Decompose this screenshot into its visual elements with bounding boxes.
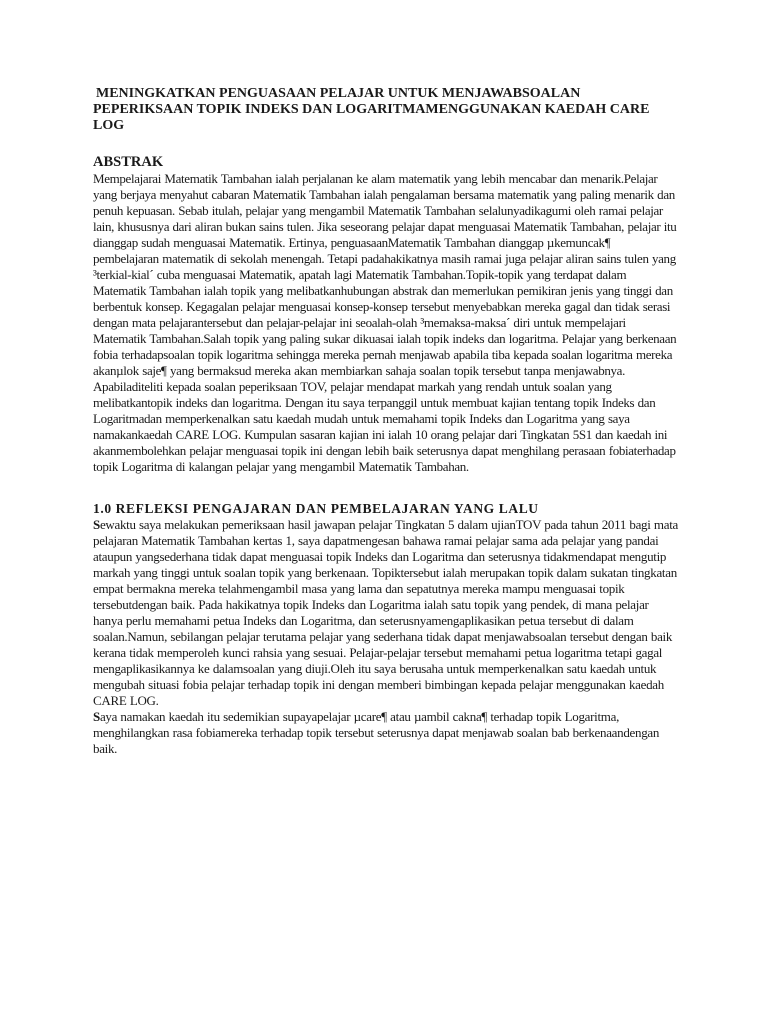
- document-page: [93, 86, 678, 757]
- section-paragraph-2: [93, 709, 678, 757]
- section-heading: 1.0 REFLEKSI PENGAJARAN DAN PEMBELAJARAN YANG LALU: [93, 501, 539, 516]
- abstract-body: Mempelajarai Matematik Tambahan ialah perjalanan ke alam matematik yang lebih mencabar dan menarik.Pelajar yang berjaya menyahut cabaran Matematik Tambahan ialah pengalaman bersama matematik yang paling menarik dan penuh kepuasan. Sebab itulah, pelajar yang mengambil Matematik Tambahan selalunyadikagumi oleh ramai pelajar lain, khususnya dari aliran bukan sains tulen. Jika seseorang pelajar dapat menguasai Matematik Tambahan, pelajar itu dianggap sudah menguasai Matematik. Ertinya, penguasaanMatematik Tambahan dianggap µkemuncak¶ pembelajaran matematik di sekolah menengah. Tetapi padahakikatnya masih ramai juga pelajar aliran sains tulen yang ³terkial-kial´ cuba menguasai Matematik, apatah lagi Matematik Tambahan.Topik-topik yang terdapat dalam Matematik Tambahan ialah topik yang melibatkanhubungan abstrak dan memerlukan pemikiran jenis yang tinggi dan berbentuk konsep. Kegagalan pelajar menguasai konsep-konsep tersebut menyebabkan mereka gagal dan tidak serasi dengan mata pelajarantersebut dan pelajar-pelajar ini seoalah-olah ³memaksa-maksa´ diri untuk mempelajari Matematik Tambahan.Salah topik yang paling sukar dikuasai ialah topik indeks dan logaritma. Pelajar yang berkenaan fobia terhadapsoalan topik logaritma sehingga mereka pernah menjawab apabila tiba kepada soalan logaritma mereka akanµlok saje¶ yang bermaksud mereka akan membiarkan sahaja soalan topik tersebut tanpa menjawabnya. Apabiladiteliti kepada soalan peperiksaan TOV, pelajar mendapat markah yang rendah untuk soalan yang melibatkantopik indeks dan logaritma. Dengan itu saya terpanggil untuk membuat kajian tentang topik Indeks dan Logaritmadan memperkenalkan satu kaedah mudah untuk memahami topik Indeks dan Logaritma yang saya namakankaedah CARE LOG. Kumpulan sasaran kajian ini ialah 10 orang pelajar dari Tingkatan 5S1 dan kaedah ini akanmembolehkan pelajar menguasai topik ini dengan lebih baik seterusnya dapat menghilang perasaan fobiaterhadap topik Logaritma di kalangan pelajar yang mengambil Matematik Tambahan.: [93, 171, 677, 474]
- paragraph-text: ewaktu saya melakukan pemeriksaan hasil jawapan pelajar Tingkatan 5 dalam ujianTOV pada tahun 2011 bagi mata pelajaran Matematik Tambahan kertas 1, saya dapatmengesan bahawa ramai pelajar sama ada pelajar yang pandai ataupun yangsederhana tidak dapat menguasai topik Indeks dan Logaritma dan seterusnya tidakmendapat mengutip markah yang tinggi untuk soalan topik yang berkenaan. Topiktersebut ialah merupakan topik dalam sukatan tingkatan empat bermakna mereka telahmengambil masa yang lama dan sepatutnya mereka mampu menguasai topik tersebutdengan baik. Pada hakikatnya topik Indeks dan Logaritma ialah satu topik yang pendek, di mana pelajar hanya perlu memahami petua Indeks dan Logaritma, dan seterusnyamengaplikasikan petua tersebut di dalam soalan.Namun, sebilangan pelajar terutama pelajar yang sederhana tidak dapat menjawabsoalan tersebut dengan baik kerana tidak memperoleh kunci rahsia yang sesuai. Pelajar-pelajar tersebut memahami petua logaritma tetapi gagal mengaplikasikannya ke dalamsoalan yang diuji.Oleh itu saya berusaha untuk memperkenalkan satu kaedah untuk mengubah situasi fobia pelajar terhadap topik ini dengan memberi bimbingan kepada pelajar menggunakan kaedah CARE LOG.: [93, 517, 678, 708]
- document-title: MENINGKATKAN PENGUASAAN PELAJAR UNTUK MENJAWABSOALAN PEPERIKSAAN TOPIK INDEKS DAN LOGARITMAMENGGUNAKAN KAEDAH CARE LOG: [93, 86, 650, 133]
- paragraph-initial: S: [93, 709, 100, 724]
- paragraph-initial: S: [93, 517, 100, 532]
- section-paragraph-1: [93, 517, 678, 709]
- paragraph-text: aya namakan kaedah itu sedemikian supayapelajar µcare¶ atau µambil cakna¶ terhadap topik Logaritma, menghilangkan rasa fobiamereka terhadap topik tersebut seterusnya dapat menjawab soalan bab berkenaandengan baik.: [93, 709, 660, 756]
- abstract-heading: ABSTRAK: [93, 154, 164, 170]
